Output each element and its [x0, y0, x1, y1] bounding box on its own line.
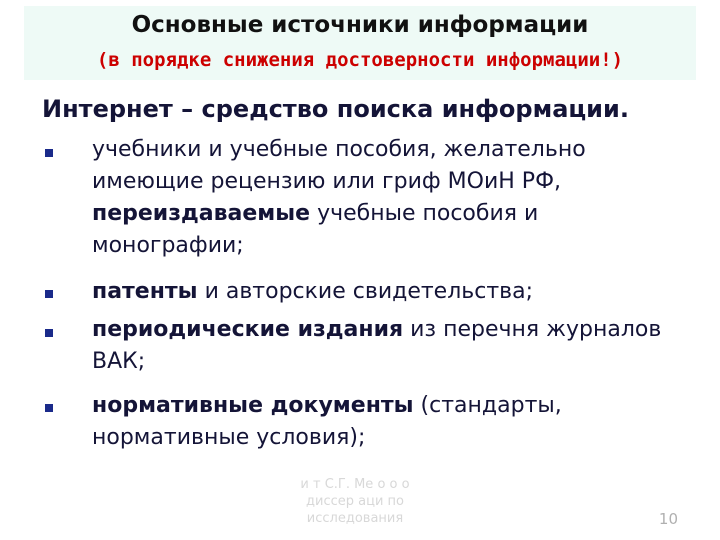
item-text-rest: (стандарты, нормативные условия);	[92, 393, 562, 450]
item-bold-text: периодические издания	[92, 317, 404, 342]
list-item-textbooks	[92, 134, 692, 262]
title-banner	[24, 6, 696, 80]
item-bold-text: переиздаваемые	[92, 201, 311, 226]
slide-title: Основные источники информации	[131, 12, 589, 38]
item-text: учебники и учебные пособия, желательно имеющие рецензию или гриф МОиН РФ,	[92, 137, 586, 194]
item-text-rest: учебные пособия и монографии;	[92, 201, 539, 258]
page-number: 10	[658, 510, 678, 528]
bullet-square-icon	[45, 290, 53, 298]
list-item-patents	[92, 276, 692, 308]
bullet-square-icon	[45, 329, 53, 337]
item-text-rest: и авторские свидетельства;	[197, 279, 534, 304]
bullet-square-icon	[45, 404, 53, 412]
item-bold-text: патенты	[92, 279, 198, 304]
bullet-square-icon	[45, 149, 53, 157]
list-item-periodicals	[92, 314, 692, 378]
item-text-rest: из перечня журналов ВАК;	[92, 317, 662, 374]
footer-watermark: и т С.Г. Ме о о о диссер аци по исследования	[300, 477, 410, 526]
content-heading: Интернет – средство поиска информации.	[42, 95, 629, 123]
list-item-standards	[92, 390, 692, 454]
item-bold-text: нормативные документы	[92, 393, 414, 418]
slide-subtitle: (в порядке снижения достоверности информации!)	[96, 49, 624, 71]
